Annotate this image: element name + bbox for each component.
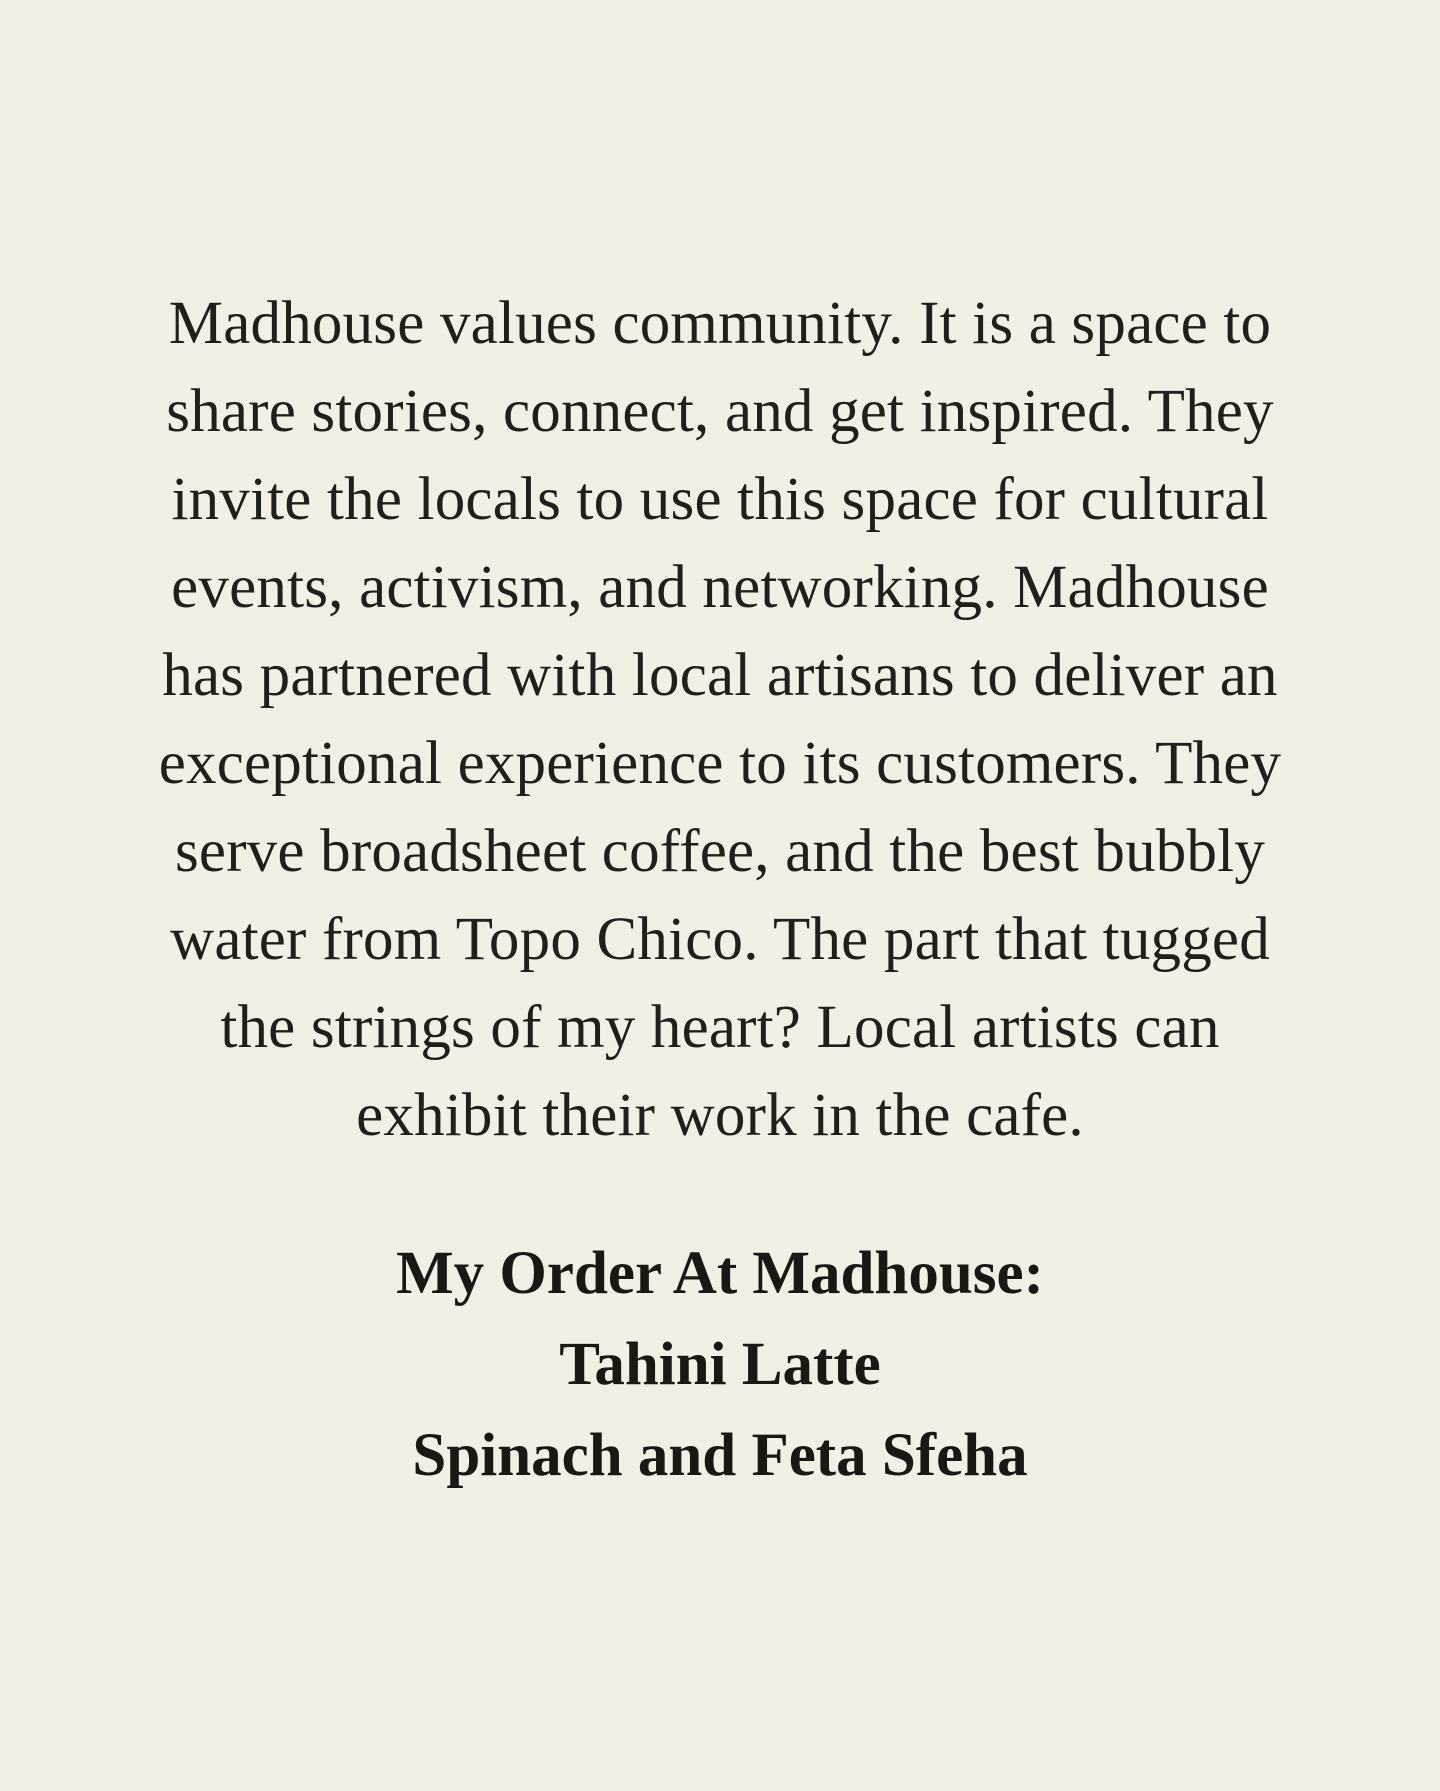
paragraph-line: water from Topo Chico. The part that tugged xyxy=(170,906,1270,973)
paragraph-line: share stories, connect, and get inspired. They xyxy=(166,378,1274,445)
order-item: Tahini Latte xyxy=(559,1331,881,1398)
paragraph-line: serve broadsheet coffee, and the best bubbly xyxy=(174,818,1266,885)
paragraph-line: the strings of my heart? Local artists can xyxy=(220,994,1220,1061)
paragraph-line: exceptional experience to its customers. They xyxy=(158,730,1282,797)
paragraph-line: exhibit their work in the cafe. xyxy=(356,1082,1084,1149)
paragraph-line: events, activism, and networking. Madhouse xyxy=(171,554,1269,621)
order-section xyxy=(70,1228,1370,1501)
order-item: Spinach and Feta Sfeha xyxy=(412,1422,1028,1489)
body-paragraph xyxy=(70,280,1370,1160)
paragraph-line: has partnered with local artisans to deliver an xyxy=(162,642,1278,709)
paragraph-line: Madhouse values community. It is a space to xyxy=(168,290,1272,357)
order-heading: My Order At Madhouse: xyxy=(396,1240,1044,1307)
paragraph-line: invite the locals to use this space for cultural xyxy=(171,466,1269,533)
